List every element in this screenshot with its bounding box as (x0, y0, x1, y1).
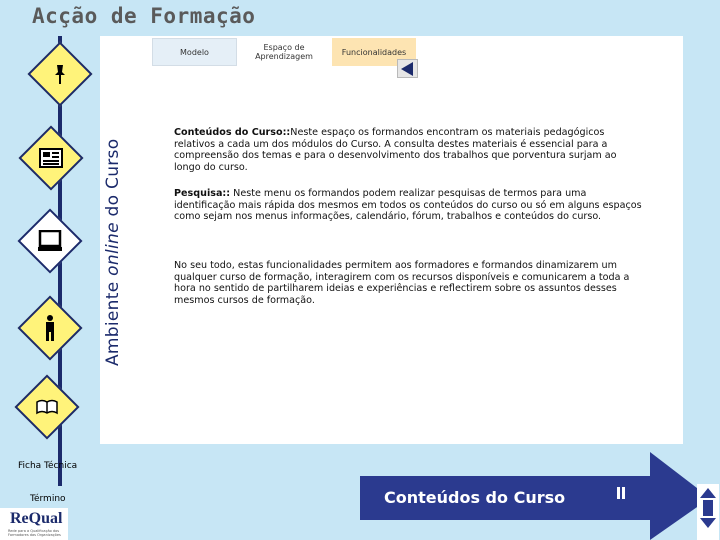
tab-modelo[interactable]: Modelo (152, 38, 237, 66)
requal-logo: ReQual Rede para a Qualificação dos Formadores das Organizações (0, 508, 68, 540)
section-vertical-title: Ambiente online do Curso (103, 138, 123, 366)
document-icon (28, 135, 74, 181)
navigation-arrows-icon[interactable] (697, 484, 719, 540)
paragraph-conteudos: Conteúdos do Curso::Neste espaço os formandos encontram os materiais pedagógicos relativos a cada um dos módulos do Curso. A consulta destes materiais é essencial para a compreensão dos temas e para o desenvolvimento dos trabalhos que porventura surjam ao longo do curso. (174, 127, 617, 174)
pause-icon[interactable] (617, 487, 631, 499)
computer-icon (27, 218, 73, 264)
back-button[interactable] (397, 59, 418, 78)
paragraph-pesquisa: Pesquisa:: Neste menu os formandos podem realizar pesquisas de termos para uma identificação mais rápida dos mesmos em todos os conteúdos do curso ou só em alguns espaços como sejam nos menus informações, calendário, fórum, trabalhos e conteúdos do curso. (174, 188, 642, 223)
current-section-label: Conteúdos do Curso (384, 488, 566, 507)
content-panel (100, 36, 683, 444)
pushpin-icon (37, 51, 83, 97)
tab-funcionalidades[interactable]: Funcionalidades (332, 38, 416, 66)
ficha-tecnica-link[interactable]: Ficha Técnica (18, 461, 78, 471)
book-icon (24, 384, 70, 430)
person-icon (27, 305, 73, 351)
back-arrow-icon (401, 62, 413, 76)
termino-link[interactable]: Término (30, 494, 66, 504)
paragraph-summary: No seu todo, estas funcionalidades permitem aos formadores e formandos dinamizarem um qualquer curso de formação, interagirem com os recursos disponíveis e comunicarem a toda a hora no sentido de partilharem ideias e experiências e reflectirem sobre os assuntos desses mesmos cursos de formação. (174, 260, 630, 307)
pause-bar (617, 487, 620, 499)
page-title: Acção de Formação (32, 4, 256, 28)
tab-espaco-aprendizagem[interactable]: Espaço de Aprendizagem (242, 38, 326, 66)
pause-bar (622, 487, 625, 499)
